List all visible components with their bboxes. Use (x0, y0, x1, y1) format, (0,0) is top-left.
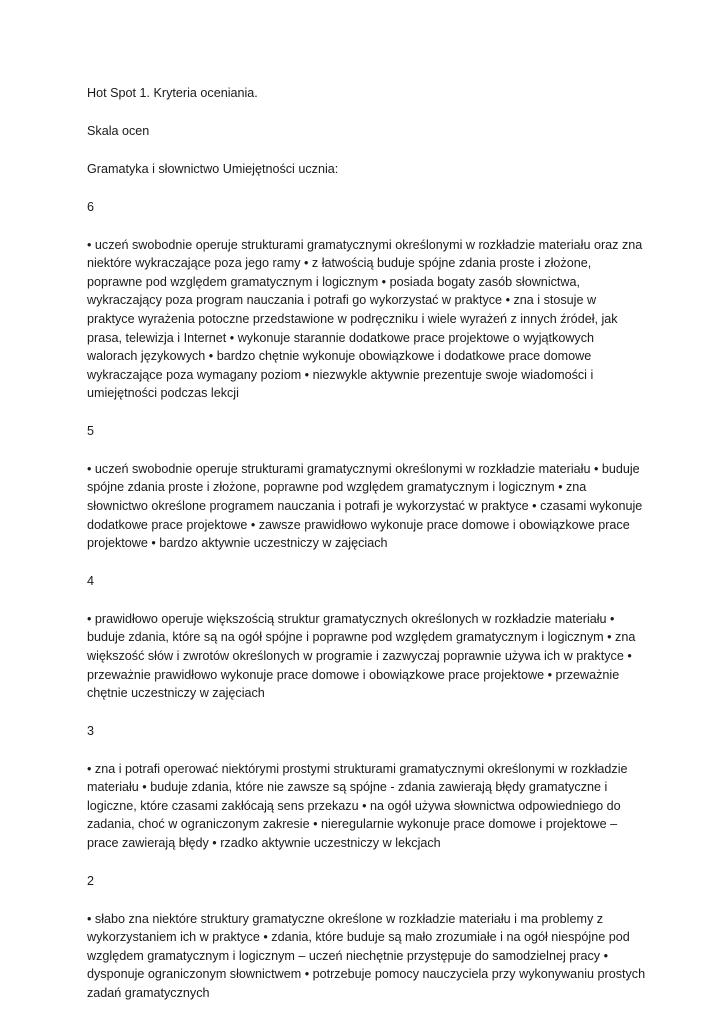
grade-number: 5 (87, 423, 95, 438)
grade-number: 2 (87, 873, 95, 888)
grade-number: 3 (87, 723, 95, 738)
grade-criteria: • uczeń swobodnie operuje strukturami gramatycznymi określonymi w rozkładzie materiału oraz zna niektóre wykraczające poza jego ramy • z łatwością buduje spójne zdania proste i złożone, poprawne pod względem gramatycznym i logicznym • posiada bogaty zasób słownictwa, wykraczający poza program nauczania i potrafi go wykorzystać w praktyce • zna i stosuje w praktyce wyrażenia potoczne przedstawione w podręczniku i wiele wyrażeń z innych źródeł, jak prasa, telewizja i Internet • wykonuje starannie dodatkowe prace projektowe o wyjątkowych walorach językowych • bardzo chętnie wykonuje obowiązkowe i dodatkowe prace domowe wykraczające poza wymagany poziom • niezwykle aktywnie prezentuje swoje wiadomości i umiejętności podczas lekcji (87, 237, 643, 401)
document-title: Hot Spot 1. Kryteria oceniania. (87, 86, 258, 100)
grade-criteria: • prawidłowo operuje większością struktur gramatycznych określonych w rozkładzie materiału • buduje zdania, które są na ogół spójne i poprawne pod względem gramatycznym i logicznym • zna większość słów i zwrotów określonych w programie i zazwyczaj poprawnie używa ich w praktyce • przeważnie prawidłowo wykonuje prace domowe i obowiązkowe prace projektowe • przeważnie chętnie uczestniczy w zajęciach (87, 611, 636, 701)
document-page (87, 84, 647, 1021)
section-heading: Gramatyka i słownictwo Umiejętności ucznia: (87, 161, 339, 176)
grade-criteria: • uczeń swobodnie operuje strukturami gramatycznymi określonymi w rozkładzie materiału • buduje spójne zdania proste i złożone, poprawne pod względem gramatycznym i logicznym • zna słownictwo określone programem nauczania i potrafi je wykorzystać w praktyce • czasami wykonuje dodatkowe prace projektowe • zawsze prawidłowo wykonuje prace domowe i obowiązkowe prace projektowe • bardzo aktywnie uczestniczy w zajęciach (87, 461, 643, 551)
grade-number: 4 (87, 573, 95, 588)
grade-criteria: • słabo zna niektóre struktury gramatyczne określone w rozkładzie materiału i ma problemy z wykorzystaniem ich w praktyce • zdania, które buduje są mało zrozumiałe i na ogół niespójne pod względem gramatycznym i logicznym – uczeń niechętnie przystępuje do samodzielnej pracy • dysponuje ograniczonym słownictwem • potrzebuje pomocy nauczyciela przy wykonywaniu prostych zadań gramatycznych (87, 911, 646, 1000)
grade-criteria: • zna i potrafi operować niektórymi prostymi strukturami gramatycznymi określonymi w rozkładzie materiału • buduje zdania, które nie zawsze są spójne - zdania zawierają błędy gramatyczne i logiczne, które czasami zakłócają sens przekazu • na ogół używa słownictwa odpowiedniego do zadania, choć w ograniczonym zakresie • nieregularnie wykonuje prace domowe i projektowe – prace zawierają błędy • rzadko aktywnie uczestniczy w lekcjach (87, 761, 628, 850)
grade-number: 6 (87, 199, 95, 214)
document-subtitle: Skala ocen (87, 123, 150, 138)
